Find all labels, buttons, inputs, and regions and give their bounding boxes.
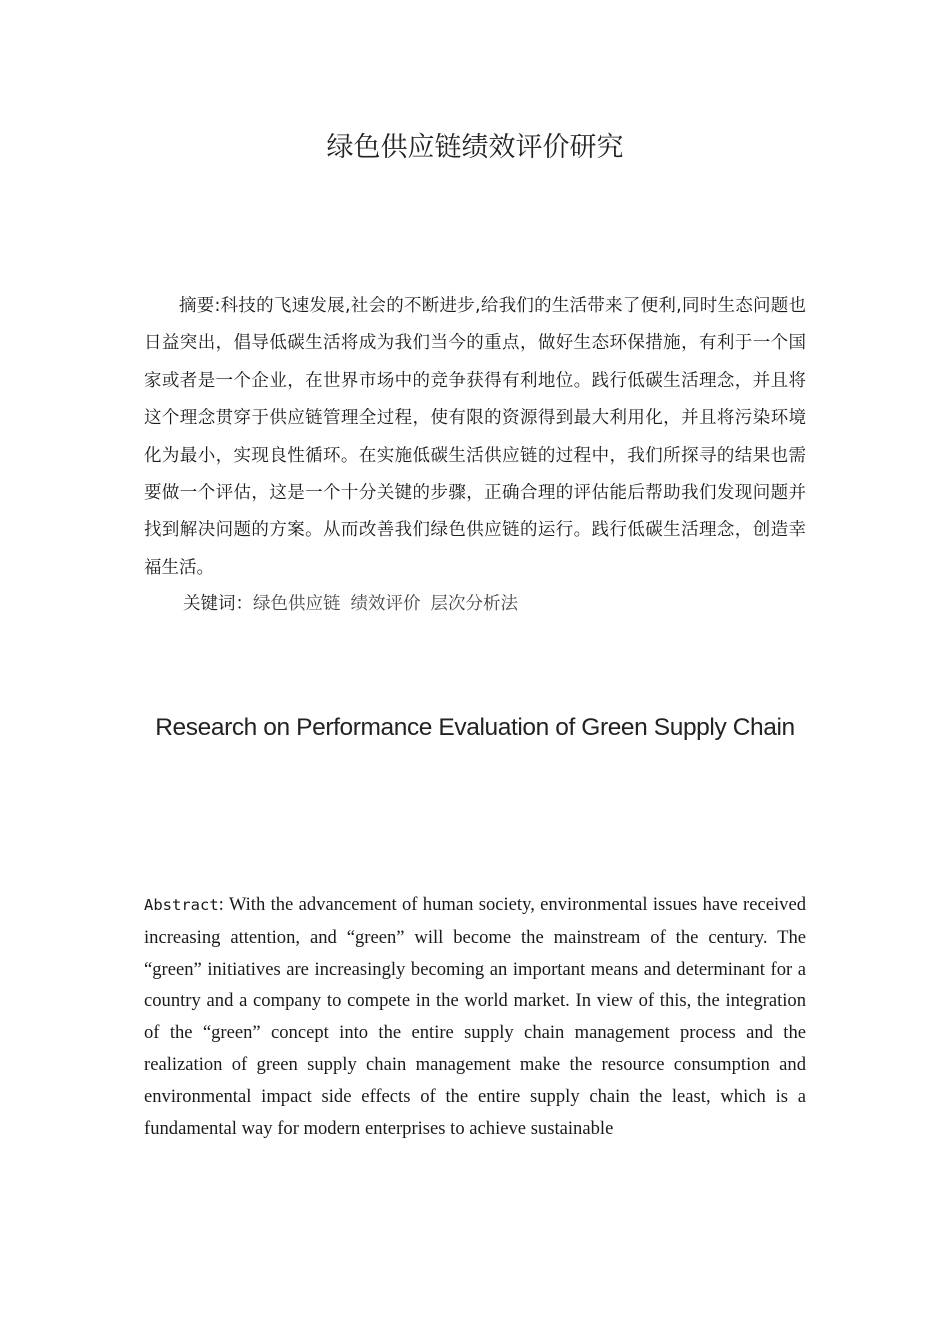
english-abstract (144, 889, 806, 1144)
chinese-keywords (183, 590, 806, 618)
chinese-abstract-text: 科技的飞速发展,社会的不断进步,给我们的生活带来了便利,同时生态问题也日益突出，倡导低碳生活将成为我们当今的重点，做好生态环保措施，有利于一个国家或者是一个企业，在世界市场中的竞争获得有利地位。践行低碳生活理念，并且将这个理念贯穿于供应链管理全过程，使有限的资源得到最大利用化，并且将污染环境化为最小，实现良性循环。在实施低碳生活供应链的过程中，我们所探寻的结果也需要做一个评估，这是一个十分关键的步骤，正确合理的评估能后帮助我们发现问题并找到解决问题的方案。从而改善我们绿色供应链的运行。践行低碳生活理念，创造幸福生活。 (144, 296, 806, 578)
chinese-title: 绿色供应链绩效评价研究 (326, 132, 624, 163)
english-title: Research on Performance Evaluation of Green Supply Chain (155, 714, 795, 741)
keyword: 绩效评价 (350, 594, 421, 614)
keyword: 绿色供应链 (253, 594, 341, 614)
english-abstract-label: Abstract (144, 896, 219, 914)
english-abstract-separator: : (218, 894, 229, 915)
chinese-keywords-label: 关键词： (183, 594, 253, 614)
chinese-abstract (144, 288, 806, 587)
keyword: 层次分析法 (430, 594, 518, 614)
chinese-abstract-label: 摘要: (179, 296, 221, 316)
english-abstract-text: With the advancement of human society, environmental issues have received increasing attention, and “green” will become the mainstream of the century. The “green” initiatives are increasingly becoming an important means and determinant for a country and a company to compete in the world market. In view of this, the integration of the “green” concept into the entire supply chain management process and the realization of green supply chain management make the resource consumption and environmental impact side effects of the entire supply chain the least, which is a fundamental way for modern enterprises to achieve sustainable (144, 894, 806, 1139)
